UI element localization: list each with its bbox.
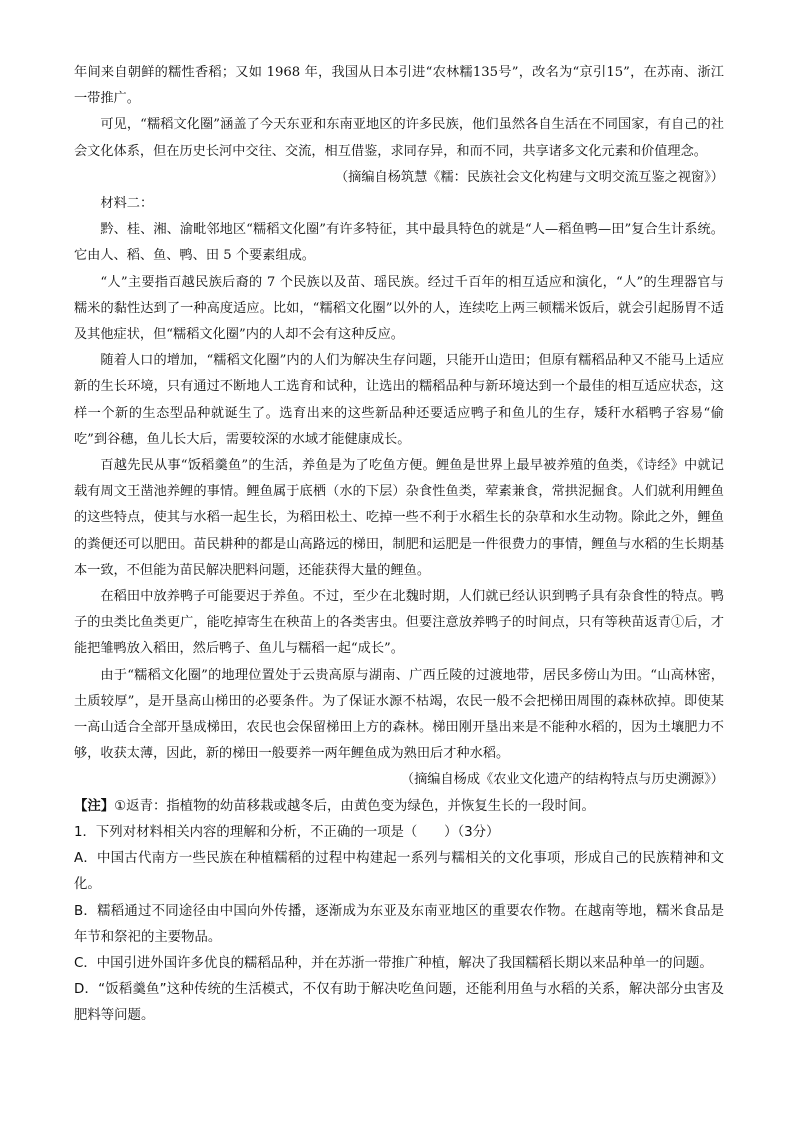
question-option-b: B．糯稻通过不同途径由中国向外传播，逐渐成为东亚及东南亚地区的重要农作物。在越南等地，糯米食品是年节和祭祀的主要物品。 — [74, 903, 724, 945]
material2-paragraph-2: “人”主要指百越民族后裔的 7 个民族以及苗、瑶民族。经过千百年的相互适应和演化，“人”的生理器官与糯米的黏性达到了一种高度适应。比如，“糯稻文化圈”以外的人，连续吃上两三顿糯米饭后，就会引起肠胃不适及其他症状，但“糯稻文化圈”内的人却不会有这种反应。 — [74, 274, 724, 343]
question-option-a: A．中国古代南方一些民族在种植糯稻的过程中构建起一系列与糯相关的文化事项，形成自己的民族精神和文化。 — [74, 851, 724, 893]
document-page — [74, 60, 724, 1030]
material2-paragraph-3: 随着人口的增加，“糯稻文化圈”内的人们为解决生存问题，只能开山造田；但原有糯稻品种又不能马上适应新的生长环境，只有通过不断地人工选育和试种，让选出的糯稻品种与新环境达到一个最佳的相互适应状态，这样一个新的生态型品种就诞生了。选育出来的这些新品种还要适应鸭子和鱼儿的生存，矮秆水稻鸭子容易“偷吃”到谷穗，鱼儿长大后，需要较深的水域才能健康成长。 — [74, 353, 724, 447]
material2-paragraph-6: 由于“糯稻文化圈”的地理位置处于云贵高原与湖南、广西丘陵的过渡地带，居民多傍山为田。“山高林密，土质较厚”，是开垦高山梯田的必要条件。为了保证水源不枯竭，农民一般不会把梯田周围的森林砍掉。即使某一高山适合全部开垦成梯田，农民也会保留梯田上方的森林。梯田刚开垦出来是不能种水稻的，因为土壤肥力不够，收获太薄，因此，新的梯田一般要养一两年鲤鱼成为熟田后才种水稻。 — [74, 667, 724, 762]
material1-continued-paragraph: 年间来自朝鲜的糯性香稻；又如 1968 年，我国从日本引进“农林糯135号”，改名为“京引15”，在苏南、浙江一带推广。 — [74, 65, 724, 107]
question-option-d: D．“饭稻羹鱼”这种传统的生活模式，不仅有助于解决吃鱼问题，还能利用鱼与水稻的关系，解决部分虫害及肥料等问题。 — [74, 982, 724, 1024]
question-option-c: C．中国引进外国许多优良的糯稻品种，并在苏浙一带推广种植，解决了我国糯稻长期以来品种单一的问题。 — [74, 955, 713, 971]
material2-source: （摘编自杨成《农业文化遗产的结构特点与历史溯源》） — [400, 772, 724, 788]
material2-paragraph-1: 黔、桂、湘、渝毗邻地区“糯稻文化圈”有许多特征，其中最具特色的就是“人—稻鱼鸭—田”复合生计系统。它由人、稻、鱼、鸭、田 5 个要素组成。 — [74, 222, 724, 264]
material1-source: （摘编自杨筑慧《糯：民族社会文化构建与文明交流互鉴之视窗》） — [334, 169, 724, 185]
note-label: 【注】 — [74, 798, 115, 814]
material2-paragraph-4: 百越先民从事“饭稻羹鱼”的生活，养鱼是为了吃鱼方便。鲤鱼是世界上最早被养殖的鱼类，《诗经》中就记载有周文王凿池养鲤的事情。鲤鱼属于底栖（水的下层）杂食性鱼类，荤素兼食，常拱泥掘食。人们就利用鲤鱼的这些特点，使其与水稻一起生长，为稻田松土、吃掉一些不利于水稻生长的杂草和水生动物。除此之外，鲤鱼的粪便还可以肥田。苗民耕种的都是山高路远的梯田，制肥和运肥是一件很费力的事情，鲤鱼与水稻的生长期基本一致，不但能为苗民解决肥料问题，还能获得大量的鲤鱼。 — [74, 458, 724, 578]
note-text: ①返青：指植物的幼苗移栽或越冬后，由黄色变为绿色，并恢复生长的一段时间。 — [114, 798, 595, 814]
material2-heading: 材料二： — [100, 196, 154, 212]
question-stem: 1．下列对材料相关内容的理解和分析，不正确的一项是（ ）（3分） — [74, 824, 500, 840]
material2-paragraph-5: 在稻田中放养鸭子可能要迟于养鱼。不过，至少在北魏时期，人们就已经认识到鸭子具有杂食性的特点。鸭子的虫类比鱼类更广，能吃掉寄生在秧苗上的各类害虫。但要注意放养鸭子的时间点，只有等秧苗返青①后，才能把雏鸭放入稻田，然后鸭子、鱼儿与糯稻一起“成长”。 — [74, 589, 724, 657]
material1-conclusion-paragraph: 可见，“糯稻文化圈”涵盖了今天东亚和东南亚地区的许多民族，他们虽然各自生活在不同国家，有自己的社会文化体系，但在历史长河中交往、交流，相互借鉴，求同存异，和而不同，共享诸多文化元素和价值理念。 — [74, 117, 724, 159]
annotation-note — [74, 794, 724, 820]
